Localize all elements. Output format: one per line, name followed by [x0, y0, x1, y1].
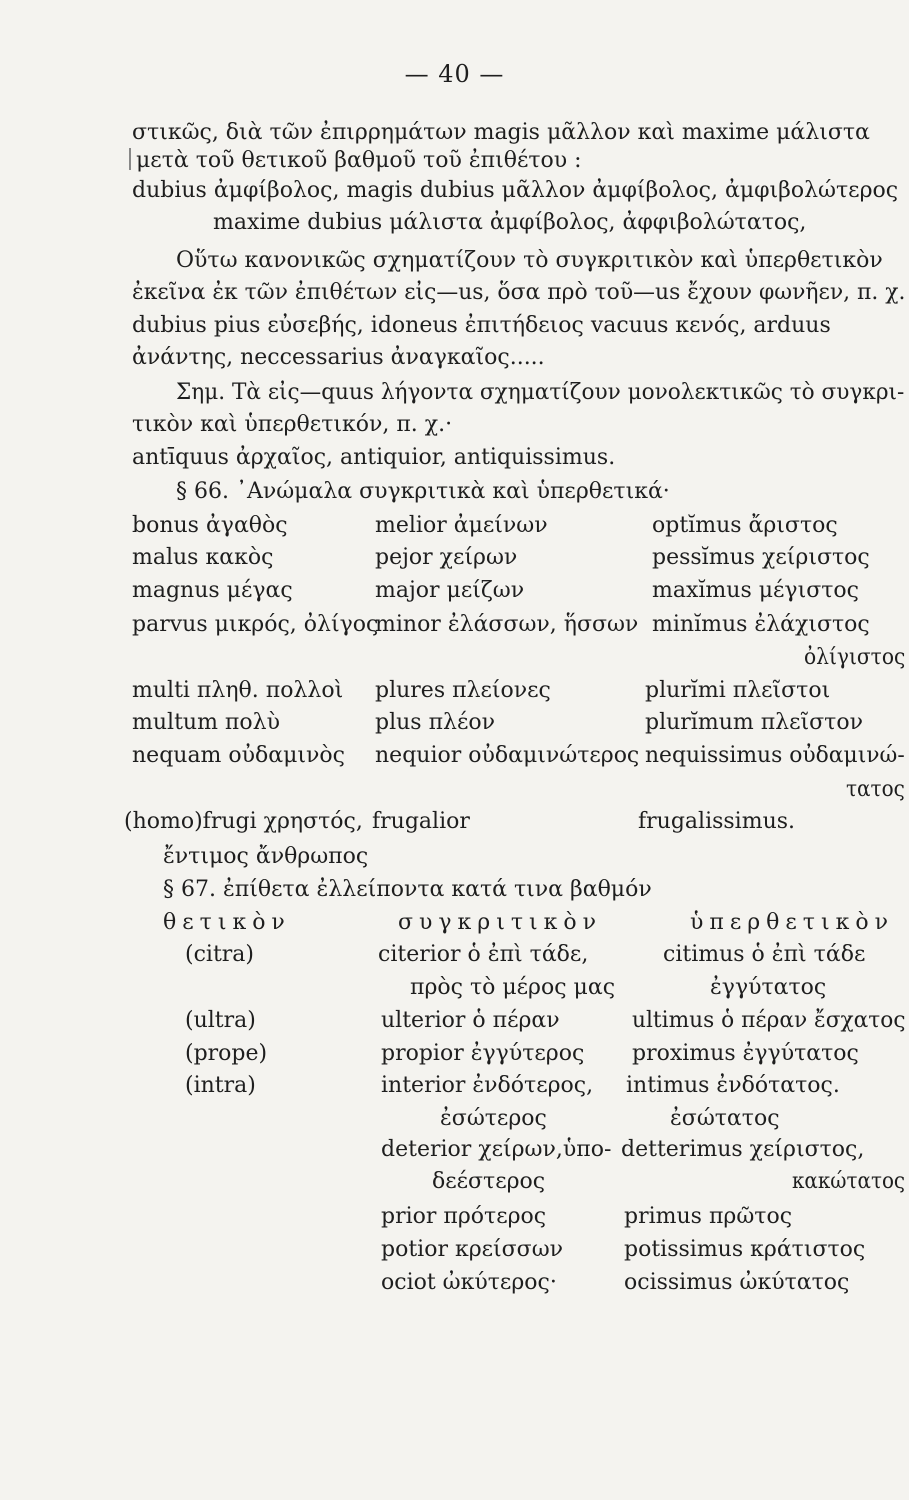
positive-cell: (homo)frugi χρηστός, [124, 809, 363, 834]
superlative-cell: τατος [846, 777, 905, 802]
superlative-cell: ocissimus ὠκύτατος [624, 1270, 850, 1295]
positive-cell: (prope) [185, 1041, 268, 1066]
positive-cell: malus κακὸς [132, 545, 274, 570]
comparative-cell: citerior ὁ ἐπὶ τάδε, [378, 942, 589, 967]
comparative-cell: δεέστερος [432, 1169, 546, 1194]
superlative-cell: ἐσώτατος [670, 1106, 780, 1131]
comparative-cell: plus πλέον [375, 710, 495, 735]
comparative-cell: ἐσώτερος [440, 1106, 547, 1131]
note-line: Σημ. Τὰ εἰς—quus λήγοντα σχηματίζουν μονολεκτικῶς τὸ συγκρι- [176, 380, 905, 405]
superlative-cell: pessĭmus χείριστος [652, 545, 870, 570]
superlative-cell: intimus ἐνδότατος. [626, 1073, 840, 1098]
positive-cell: multum πολὺ [132, 710, 280, 735]
superlative-cell: plurĭmum πλεῖστον [645, 710, 863, 735]
positive-cell: (citra) [185, 942, 254, 967]
superlative-cell: nequissimus οὐδαμινώ- [645, 743, 905, 768]
superlative-cell: κακώτατος [792, 1169, 906, 1194]
superlative-cell: maxĭmus μέγιστος [652, 578, 859, 603]
comparative-cell: propior ἐγγύτερος [381, 1041, 585, 1066]
margin-mark [129, 148, 131, 170]
text-line: στικῶς, διὰ τῶν ἐπιρρημάτων magis μᾶλλον καὶ maxime μάλιστα [132, 120, 870, 145]
header-comparative: συγκριτικὸν [398, 910, 603, 935]
note-line: τικὸν καὶ ὑπερθετικόν, π. χ.· [132, 412, 453, 437]
text-line: dubius ἀμφίβολος, magis dubius μᾶλλον ἀμφίβολος, ἀμφιβολώτερος [132, 178, 899, 203]
superlative-cell: ultimus ὁ πέραν ἔσχατος [632, 1008, 906, 1033]
comparative-cell: prior πρότερος [381, 1204, 547, 1229]
comparative-cell: deterior χείρων,ὑπο- [381, 1137, 612, 1162]
comparative-cell: ulterior ὁ πέραν [381, 1008, 560, 1033]
superlative-cell: plurĭmi πλεῖστοι [645, 678, 831, 703]
superlative-cell: citimus ὁ ἐπὶ τάδε [663, 942, 866, 967]
superlative-cell: frugalissimus. [638, 809, 796, 834]
comparative-cell: nequior οὐδαμινώτερος [375, 743, 640, 768]
header-positive: θετικὸν [163, 910, 291, 935]
comparative-cell: πρὸς τὸ μέρος μας [410, 975, 616, 1000]
page-number: — 40 — [404, 60, 505, 88]
superlative-cell: ὀλίγιστος [804, 645, 906, 670]
comparative-cell: pejor χείρων [375, 545, 518, 570]
comparative-cell: melior ἀμείνων [375, 513, 548, 538]
text-line: dubius pius εὐσεβής, idoneus ἐπιτήδειος vacuus κενός, arduus [132, 313, 831, 338]
comparative-cell: ociot ὠκύτερος· [381, 1270, 557, 1295]
text-line: μετὰ τοῦ θετικοῦ βαθμοῦ τοῦ ἐπιθέτου : [136, 148, 582, 173]
superlative-cell: detterimus χείριστος, [621, 1137, 865, 1162]
comparative-cell: potior κρείσσων [381, 1237, 564, 1262]
positive-cell: multi πληθ. πολλοὶ [132, 678, 344, 703]
text-line: antīquus ἀρχαῖος, antiquior, antiquissimus. [132, 445, 616, 470]
superlative-cell: ἐγγύτατος [710, 975, 827, 1000]
positive-cell: (intra) [185, 1073, 256, 1098]
superlative-cell: primus πρῶτος [624, 1204, 793, 1229]
comparative-cell: major μείζων [375, 578, 525, 603]
comparative-cell: minor ἐλάσσων, ἥσσων [375, 612, 639, 637]
superlative-cell: optĭmus ἄριστος [652, 513, 838, 538]
section-heading-66: § 66. ᾿Ανώμαλα συγκριτικὰ καὶ ὑπερθετικά· [176, 479, 670, 504]
text-line: ἀνάντης, neccessarius ἀναγκαῖος..... [132, 345, 545, 370]
positive-cell: (ultra) [185, 1008, 256, 1033]
positive-cell: parvus μικρός, ὀλίγος [132, 612, 379, 637]
comparative-cell: interior ἐνδότερος, [381, 1073, 594, 1098]
text-line: ἐκεῖνα ἐκ τῶν ἐπιθέτων εἰς—us, ὅσα πρὸ τοῦ—us ἔχουν φωνῆεν, π. χ. [132, 280, 906, 305]
text-line: ἔντιμος ἄνθρωπος [163, 844, 369, 869]
superlative-cell: proximus ἐγγύτατος [632, 1041, 859, 1066]
header-superlative: ὑπερθετικὸν [690, 910, 894, 935]
comparative-cell: frugalior [372, 809, 470, 834]
comparative-cell: plures πλείονες [375, 678, 551, 703]
positive-cell: nequam οὐδαμινὸς [132, 743, 345, 768]
section-heading-67: § 67. ἐπίθετα ἐλλείποντα κατά τινα βαθμόν [163, 877, 652, 902]
positive-cell: magnus μέγας [132, 578, 293, 603]
positive-cell: bonus ἀγαθὸς [132, 513, 288, 538]
text-line: maxime dubius μάλιστα ἀμφίβολος, ἀφφιβολώτατος, [213, 210, 807, 235]
superlative-cell: potissimus κράτιστος [624, 1237, 866, 1262]
text-line: Οὕτω κανονικῶς σχηματίζουν τὸ συγκριτικὸν καὶ ὑπερθετικὸν [176, 248, 883, 273]
superlative-cell: minĭmus ἐλάχιστος [652, 612, 870, 637]
